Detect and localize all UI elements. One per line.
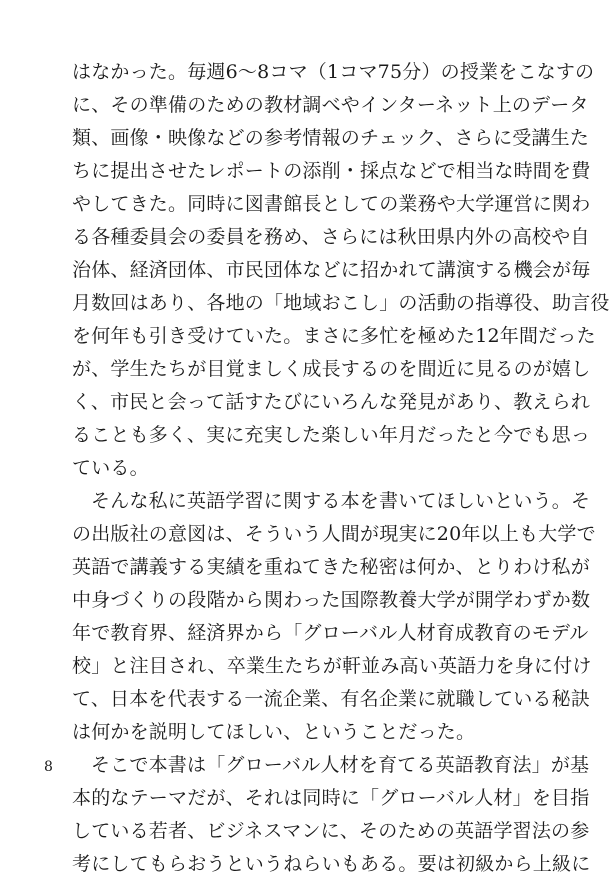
text-line: 本的なテーマだが、それは同時に「グローバル人材」を目指 [72, 787, 590, 809]
text-line: している若者、ビジネスマンに、そのための英語学習法の参 [72, 820, 590, 842]
text-line: ちに提出させたレポートの添削・採点などで相当な時間を費 [72, 160, 591, 182]
text-line: は何かを説明してほしい、ということだった。 [72, 721, 476, 743]
text-line: く、市民と会って話すたびにいろんな発見があり、教えられ [72, 391, 591, 413]
text-line: やしてきた。同時に図書館長としての業務や大学運営に関わ [72, 193, 591, 215]
text-line: を何年も引き受けていた。まさに多忙を極めた12年間だった [72, 325, 596, 347]
text-line: 英語で講義する実績を重ねてきた秘密は何か、とりわけ私が [72, 556, 590, 578]
text-line: 中身づくりの段階から関わった国際教養大学が開学わずか数 [72, 589, 591, 611]
body-text [72, 56, 610, 881]
text-line: そんな私に英語学習に関する本を書いてほしいという。そ [91, 490, 591, 512]
text-line: ることも多く、実に充実した楽しい年月だったと今でも思っ [72, 424, 591, 446]
text-line: 月数回はあり、各地の「地域おこし」の活動の指導役、助言役 [72, 292, 610, 314]
text-line: 考にしてもらおうというねらいもある。要は初級から上級に [72, 853, 591, 875]
text-line: の出版社の意図は、そういう人間が現実に20年以上も大学で [72, 523, 596, 545]
text-line: 年で教育界、経済界から「グローバル人材育成教育のモデル [72, 622, 589, 644]
page-number: 8 [44, 759, 53, 775]
text-line: 治体、経済団体、市民団体などに招かれて講演する機会が毎 [72, 259, 591, 281]
text-line: 校」と注目され、卒業生たちが軒並み高い英語力を身に付け [72, 655, 592, 677]
text-line: が、学生たちが目覚ましく成長するのを間近に見るのが嬉し [72, 358, 591, 380]
text-line: はなかった。毎週6～8コマ（1コマ75分）の授業をこなすの [72, 61, 595, 83]
text-line: に、その準備のための教材調べやインターネット上のデータ [72, 94, 589, 116]
text-line: て、日本を代表する一流企業、有名企業に就職している秘訣 [72, 688, 591, 710]
text-line: る各種委員会の委員を務め、さらには秋田県内外の高校や自 [72, 226, 590, 248]
text-line: そこで本書は「グローバル人材を育てる英語教育法」が基 [91, 754, 590, 776]
text-line: 類、画像・映像などの参考情報のチェック、さらに受講生た [72, 127, 590, 149]
text-line: ている。 [72, 457, 149, 479]
